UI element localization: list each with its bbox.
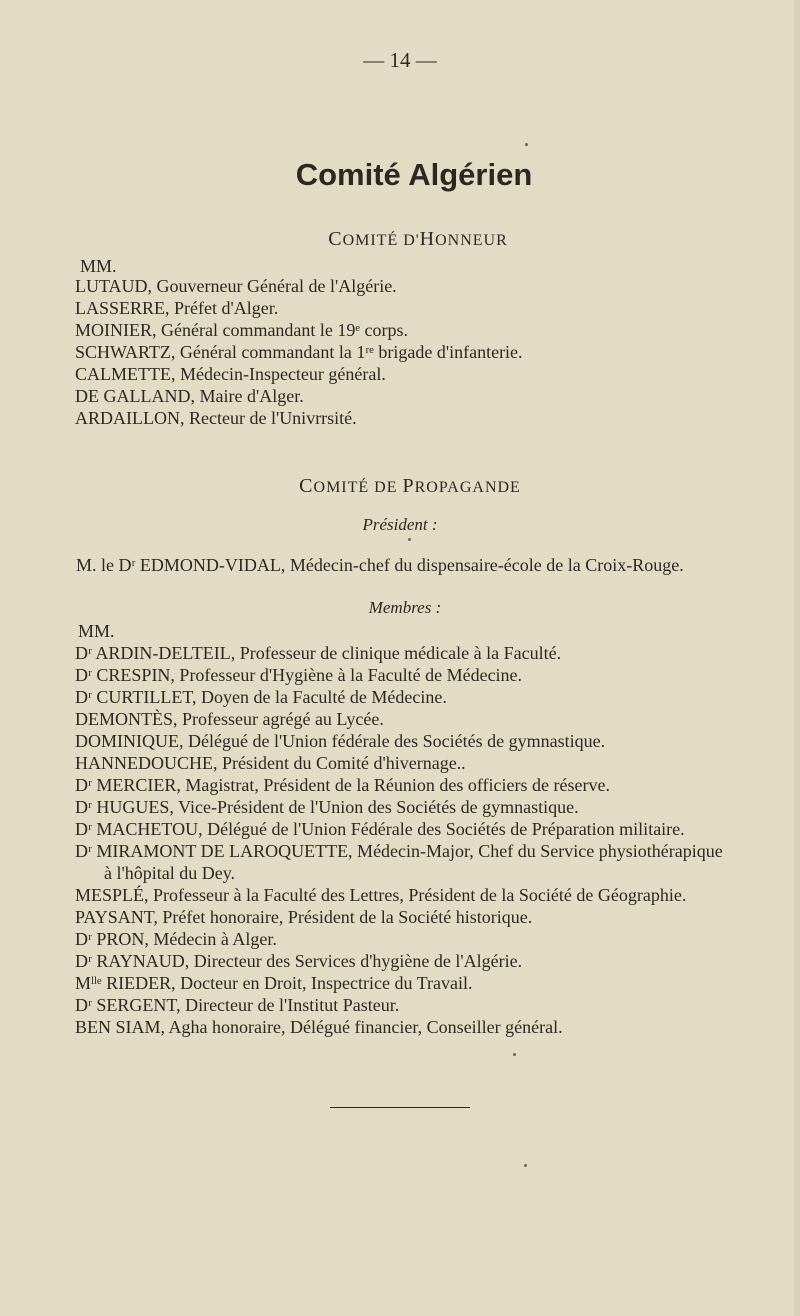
list-item: Dʳ CRESPIN, Professeur d'Hygiène à la Faculté de Médecine. xyxy=(75,665,523,685)
list-item: MOINIER, Général commandant le 19ᵉ corps. xyxy=(75,320,409,340)
list-item: Dʳ CURTILLET, Doyen de la Faculté de Médecine. xyxy=(75,687,447,707)
list-item: Dʳ MIRAMONT DE LAROQUETTE, Médecin-Major, Chef du Service physiothérapique xyxy=(75,841,723,861)
propagande-title-part: OMITÉ DE xyxy=(313,479,403,496)
list-item: LUTAUD, Gouverneur Général de l'Algérie. xyxy=(75,276,397,296)
list-item: PAYSANT, Préfet honoraire, Président de la Société historique. xyxy=(75,907,533,927)
page-title: Comité Algérien xyxy=(295,157,533,192)
section-title-honneur xyxy=(18,228,800,251)
list-item: à l'hôpital du Dey. xyxy=(104,863,236,883)
list-item: HANNEDOUCHE, Président du Comité d'hivernage.. xyxy=(75,753,466,773)
list-item: SCHWARTZ, Général commandant la 1ʳᵉ brigade d'infanterie. xyxy=(75,342,523,362)
speck xyxy=(525,143,528,146)
list-item: ARDAILLON, Recteur de l'Univrrsité. xyxy=(75,408,357,428)
propagande-title-initial-2: P xyxy=(402,475,415,497)
propagande-mm: MM. xyxy=(78,621,115,641)
speck xyxy=(408,538,411,541)
list-item: Dʳ MACHETOU, Délégué de l'Union Fédérale des Sociétés de Préparation militaire. xyxy=(75,819,685,839)
list-item: MESPLÉ, Professeur à la Faculté des Lettres, Président de la Société de Géographie. xyxy=(75,885,687,905)
list-item: Dʳ MERCIER, Magistrat, Président de la Réunion des officiers de réserve. xyxy=(75,775,610,795)
list-item: Dʳ ARDIN-DELTEIL, Professeur de clinique médicale à la Faculté. xyxy=(75,643,562,663)
page-edge xyxy=(794,0,800,1316)
list-item: Dʳ SERGENT, Directeur de l'Institut Pasteur. xyxy=(75,995,400,1015)
president-heading: Président : xyxy=(362,515,438,534)
list-item: Dʳ RAYNAUD, Directeur des Services d'hygiène de l'Algérie. xyxy=(75,951,523,971)
membres-heading: Membres : xyxy=(368,598,442,617)
honneur-mm: MM. xyxy=(80,256,117,276)
list-item: BEN SIAM, Agha honoraire, Délégué financier, Conseiller général. xyxy=(75,1017,563,1037)
section-title-propagande xyxy=(10,475,800,498)
propagande-title-initial: C xyxy=(299,475,314,497)
page-number: — 14 — xyxy=(363,48,437,72)
president-line: M. le Dʳ EDMOND-VIDAL, Médecin-chef du dispensaire-école de la Croix-Rouge. xyxy=(76,555,684,575)
list-item: LASSERRE, Préfet d'Alger. xyxy=(75,298,279,318)
list-item: Dʳ HUGUES, Vice-Président de l'Union des Sociétés de gymnastique. xyxy=(75,797,579,817)
speck xyxy=(513,1053,516,1056)
propagande-title-part-2: ROPAGANDE xyxy=(414,479,521,496)
honneur-title-part: OMITÉ D' xyxy=(342,232,420,249)
honneur-title-initial-2: H xyxy=(419,228,436,250)
honneur-title-part-2: ONNEUR xyxy=(435,232,508,249)
closing-rule xyxy=(330,1107,470,1108)
speck xyxy=(524,1164,527,1167)
list-item: Mˡˡᵉ RIEDER, Docteur en Droit, Inspectrice du Travail. xyxy=(75,973,473,993)
list-item: Dʳ PRON, Médecin à Alger. xyxy=(75,929,277,949)
honneur-title-initial: C xyxy=(328,228,343,250)
list-item: DE GALLAND, Maire d'Alger. xyxy=(75,386,304,406)
list-item: CALMETTE, Médecin-Inspecteur général. xyxy=(75,364,386,384)
list-item: DOMINIQUE, Délégué de l'Union fédérale des Sociétés de gymnastique. xyxy=(75,731,606,751)
list-item: DEMONTÈS, Professeur agrégé au Lycée. xyxy=(75,709,384,729)
